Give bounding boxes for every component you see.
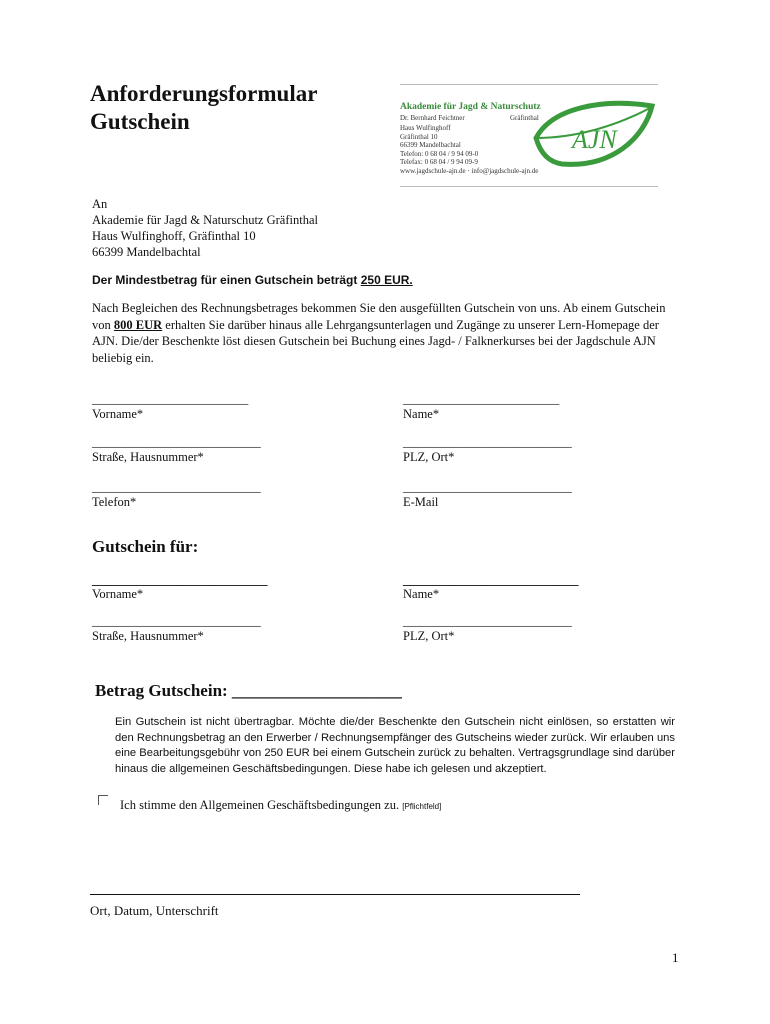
buyer-street-input[interactable]: ___________________________ (92, 435, 261, 449)
letterhead-top-rule (400, 84, 658, 85)
voucher-amount-input[interactable]: Betrag Gutschein: ____________________ (95, 681, 402, 700)
title-line-2: Gutschein (90, 109, 190, 134)
letterhead-person: Dr. Bernhard Feichtner Gräfinthal (400, 114, 539, 122)
buyer-firstname-label: Vorname* (92, 407, 144, 421)
buyer-email-label: E-Mail (403, 495, 439, 509)
signature-label: Ort, Datum, Unterschrift (90, 903, 219, 918)
address-line-1: An (92, 197, 108, 211)
page-title (90, 80, 317, 136)
letterhead-bottom-rule (400, 186, 658, 187)
minimum-amount: 250 EUR. (360, 273, 413, 287)
buyer-phone-label: Telefon* (92, 495, 137, 509)
letterhead-line-3: 66399 Mandelbachtal (400, 141, 461, 150)
recipient-street-label: Straße, Hausnummer* (92, 629, 204, 643)
address-line-4: 66399 Mandelbachtal (92, 245, 201, 259)
recipient-street-input[interactable]: ___________________________ (92, 614, 261, 628)
logo-mark-text: AJN (572, 125, 617, 154)
title-line-1: Anforderungsformular (90, 81, 318, 106)
buyer-lastname-label: Name* (403, 407, 440, 421)
buyer-firstname-input[interactable]: _________________________ (92, 392, 249, 406)
letterhead-logo (400, 80, 658, 188)
buyer-email-input[interactable]: ___________________________ (403, 480, 572, 494)
letterhead-org: Akademie für Jagd & Naturschutz (400, 102, 541, 112)
signature-line[interactable] (90, 894, 580, 895)
buyer-zip-label: PLZ, Ort* (403, 450, 455, 464)
letterhead-line-6: www.jagdschule-ajn.de · info@jagdschule-ajn.de (400, 167, 539, 175)
intro-amount: 800 EUR (113, 317, 163, 332)
buyer-zip-input[interactable]: ___________________________ (403, 435, 572, 449)
recipient-lastname-label: Name* (403, 587, 440, 601)
letterhead-line-5: Telefax: 0 68 04 / 9 94 09-9 (400, 158, 478, 167)
required-field-note: [Pflichtfeld] (402, 802, 442, 811)
recipient-lastname-input[interactable]: ___________________________ (403, 572, 579, 587)
buyer-lastname-input[interactable]: _________________________ (403, 392, 560, 406)
recipient-address (92, 196, 318, 260)
recipient-firstname-input[interactable]: ___________________________ (92, 572, 268, 587)
recipient-firstname-label: Vorname* (92, 587, 144, 601)
address-line-3: Haus Wulfinghoff, Gräfinthal 10 (92, 229, 256, 243)
ajn-leaf-logo-icon (532, 98, 656, 170)
buyer-street-label: Straße, Hausnummer* (92, 450, 204, 464)
buyer-phone-input[interactable]: ___________________________ (92, 480, 261, 494)
minimum-amount-note: Der Mindestbetrag für einen Gutschein beträgt 250 EUR. (92, 273, 413, 287)
accept-terms-checkbox[interactable] (98, 795, 108, 805)
recipient-heading: Gutschein für: (92, 537, 199, 556)
letterhead-line-4: Telefon: 0 68 04 / 9 94 09-0 (400, 149, 479, 158)
recipient-zip-label: PLZ, Ort* (403, 629, 455, 643)
recipient-zip-input[interactable]: ___________________________ (403, 614, 572, 628)
intro-paragraph: Nach Begleichen des Rechnungsbetrages bekommen Sie den ausgefüllten Gutschein von uns. Ab einem Gutschein von 800 EUR erhalten Sie darüber hinaus alle Lehrgangsunterlagen und Zugänge zu unserer Lern-Homepage der AJN. Die/der Beschenkte löst diesen Gutschein bei Buchung eines Jagd- / Falknerkurses bei der Jagdschule AJN beliebig ein. (92, 301, 666, 365)
letterhead-line-2: Gräfinthal 10 (400, 132, 438, 141)
letterhead-line-1: Haus Wulfinghoff (400, 124, 451, 132)
address-line-2: Akademie für Jagd & Naturschutz Gräfinthal (92, 213, 318, 227)
page-number: 1 (672, 950, 679, 965)
terms-paragraph: Ein Gutschein ist nicht übertragbar. Möchte die/der Beschenkte den Gutschein nicht einlösen, so erstatten wir den Rechnungsbetrag an den Erwerber / Rechnungsempfänger des Gutscheins wieder zurück. Wir erlauben uns eine Bearbeitungsgebühr von 250 EUR bei einem Gutschein zurück zu behalten. Vertragsgrundlage sind darüber hinaus die allgemeinen Geschäftsbedingungen. Diese habe ich gelesen und akzeptiert. (115, 716, 675, 775)
accept-terms-label: Ich stimme den Allgemeinen Geschäftsbedingungen zu. [Pflichtfeld] (120, 798, 442, 812)
